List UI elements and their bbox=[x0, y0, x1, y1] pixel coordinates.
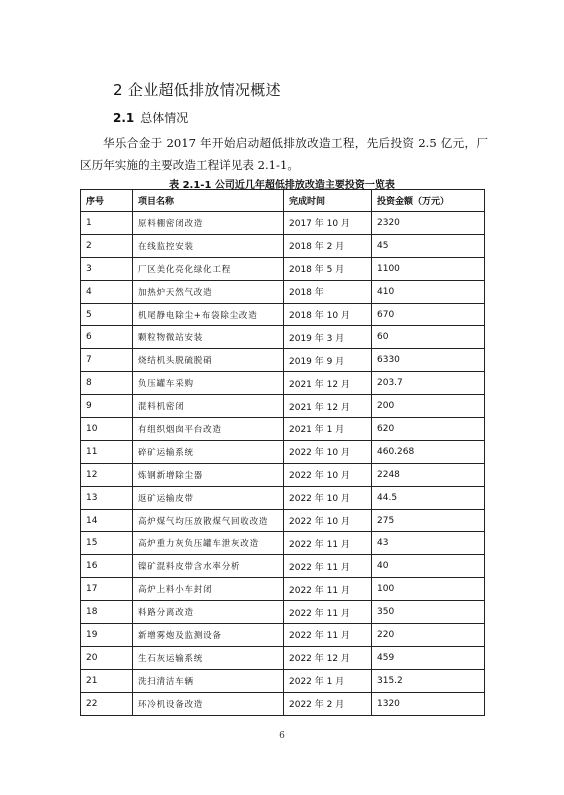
project-name: 料路分离改造 bbox=[133, 601, 284, 624]
row-index: 15 bbox=[81, 532, 133, 555]
completion-date: 2022 年 10 月 bbox=[284, 509, 372, 532]
investment-amount: 45 bbox=[372, 234, 485, 257]
completion-date: 2022 年 11 月 bbox=[284, 532, 372, 555]
row-index: 6 bbox=[81, 326, 133, 349]
table-caption: 表 2.1-1 公司近几年超低排放改造主要投资一览表 bbox=[169, 180, 395, 191]
row-index: 9 bbox=[81, 395, 133, 418]
investment-table bbox=[80, 189, 485, 716]
project-name: 机尾静电除尘+布袋除尘改造 bbox=[133, 303, 284, 326]
row-index: 13 bbox=[81, 486, 133, 509]
table-row bbox=[81, 463, 485, 486]
row-index: 7 bbox=[81, 349, 133, 372]
table-row bbox=[81, 578, 485, 601]
completion-date: 2022 年 11 月 bbox=[284, 601, 372, 624]
investment-amount: 2248 bbox=[372, 463, 485, 486]
column-header-amount: 投资金额（万元） bbox=[372, 190, 485, 212]
row-index: 21 bbox=[81, 669, 133, 692]
project-name: 高炉煤气均压放散煤气回收改造 bbox=[133, 509, 284, 532]
row-index: 5 bbox=[81, 303, 133, 326]
completion-date: 2019 年 9 月 bbox=[284, 349, 372, 372]
investment-amount: 670 bbox=[372, 303, 485, 326]
investment-amount: 460.268 bbox=[372, 440, 485, 463]
table-row bbox=[81, 669, 485, 692]
investment-amount: 200 bbox=[372, 395, 485, 418]
row-index: 16 bbox=[81, 555, 133, 578]
investment-amount: 220 bbox=[372, 624, 485, 647]
project-name: 有组织烟囱平台改造 bbox=[133, 418, 284, 441]
investment-amount: 2320 bbox=[372, 212, 485, 235]
row-index: 20 bbox=[81, 646, 133, 669]
table-row bbox=[81, 440, 485, 463]
project-name: 环冷机设备改造 bbox=[133, 692, 284, 715]
completion-date: 2018 年 2 月 bbox=[284, 234, 372, 257]
project-name: 炼钢新增除尘器 bbox=[133, 463, 284, 486]
project-name: 厂区美化亮化绿化工程 bbox=[133, 257, 284, 280]
completion-date: 2022 年 10 月 bbox=[284, 463, 372, 486]
completion-date: 2022 年 12 月 bbox=[284, 646, 372, 669]
table-header bbox=[81, 190, 485, 212]
subsection-heading bbox=[113, 109, 188, 126]
project-name: 原料棚密闭改造 bbox=[133, 212, 284, 235]
table-row bbox=[81, 509, 485, 532]
table-header-row bbox=[81, 190, 485, 212]
table-row bbox=[81, 280, 485, 303]
completion-date: 2021 年 12 月 bbox=[284, 395, 372, 418]
table-row bbox=[81, 601, 485, 624]
completion-date: 2022 年 2 月 bbox=[284, 692, 372, 715]
row-index: 10 bbox=[81, 418, 133, 441]
row-index: 8 bbox=[81, 372, 133, 395]
investment-amount: 203.7 bbox=[372, 372, 485, 395]
completion-date: 2018 年 bbox=[284, 280, 372, 303]
investment-amount: 459 bbox=[372, 646, 485, 669]
table-row bbox=[81, 303, 485, 326]
completion-date: 2018 年 5 月 bbox=[284, 257, 372, 280]
table-row bbox=[81, 349, 485, 372]
investment-amount: 6330 bbox=[372, 349, 485, 372]
section-heading: 2 企业超低排放情况概述 bbox=[113, 81, 281, 99]
completion-date: 2022 年 11 月 bbox=[284, 555, 372, 578]
row-index: 1 bbox=[81, 212, 133, 235]
completion-date: 2021 年 12 月 bbox=[284, 372, 372, 395]
subsection-number: 2.1 bbox=[113, 111, 135, 125]
investment-amount: 100 bbox=[372, 578, 485, 601]
row-index: 17 bbox=[81, 578, 133, 601]
table-row bbox=[81, 624, 485, 647]
investment-amount: 60 bbox=[372, 326, 485, 349]
table-row bbox=[81, 692, 485, 715]
completion-date: 2019 年 3 月 bbox=[284, 326, 372, 349]
investment-amount: 315.2 bbox=[372, 669, 485, 692]
project-name: 烧结机头脱硫脱硝 bbox=[133, 349, 284, 372]
project-name: 新增雾炮及监测设备 bbox=[133, 624, 284, 647]
table-row bbox=[81, 486, 485, 509]
completion-date: 2022 年 10 月 bbox=[284, 486, 372, 509]
completion-date: 2022 年 1 月 bbox=[284, 669, 372, 692]
investment-amount: 40 bbox=[372, 555, 485, 578]
column-header-project: 项目名称 bbox=[133, 190, 284, 212]
project-name: 碎矿运输系统 bbox=[133, 440, 284, 463]
table-body bbox=[81, 212, 485, 716]
column-header-date: 完成时间 bbox=[284, 190, 372, 212]
row-index: 22 bbox=[81, 692, 133, 715]
row-index: 4 bbox=[81, 280, 133, 303]
row-index: 11 bbox=[81, 440, 133, 463]
project-name: 镍矿混料皮带含水率分析 bbox=[133, 555, 284, 578]
body-paragraph: 华乐合金于 2017 年开始启动超低排放改造工程，先后投资 2.5 亿元，厂区历年实施的主要改造工程详见表 2.1-1。 bbox=[80, 136, 488, 172]
row-index: 14 bbox=[81, 509, 133, 532]
completion-date: 2022 年 11 月 bbox=[284, 624, 372, 647]
row-index: 3 bbox=[81, 257, 133, 280]
subsection-title: 总体情况 bbox=[140, 111, 189, 125]
completion-date: 2022 年 11 月 bbox=[284, 578, 372, 601]
row-index: 19 bbox=[81, 624, 133, 647]
completion-date: 2018 年 10 月 bbox=[284, 303, 372, 326]
table-row bbox=[81, 212, 485, 235]
table-row bbox=[81, 646, 485, 669]
investment-amount: 410 bbox=[372, 280, 485, 303]
project-name: 生石灰运输系统 bbox=[133, 646, 284, 669]
project-name: 负压罐车采购 bbox=[133, 372, 284, 395]
completion-date: 2021 年 1 月 bbox=[284, 418, 372, 441]
row-index: 2 bbox=[81, 234, 133, 257]
completion-date: 2022 年 10 月 bbox=[284, 440, 372, 463]
investment-amount: 1100 bbox=[372, 257, 485, 280]
project-name: 颗粒物微站安装 bbox=[133, 326, 284, 349]
investment-amount: 275 bbox=[372, 509, 485, 532]
project-name: 洗扫清洁车辆 bbox=[133, 669, 284, 692]
project-name: 混料机密闭 bbox=[133, 395, 284, 418]
row-index: 12 bbox=[81, 463, 133, 486]
table-row bbox=[81, 418, 485, 441]
project-name: 加热炉天然气改造 bbox=[133, 280, 284, 303]
table-row bbox=[81, 532, 485, 555]
table-row bbox=[81, 234, 485, 257]
table-row bbox=[81, 555, 485, 578]
column-header-index: 序号 bbox=[81, 190, 133, 212]
investment-amount: 43 bbox=[372, 532, 485, 555]
table-row bbox=[81, 257, 485, 280]
project-name: 高炉上料小车封闭 bbox=[133, 578, 284, 601]
page-number: 6 bbox=[279, 731, 285, 741]
completion-date: 2017 年 10 月 bbox=[284, 212, 372, 235]
project-name: 高炉重力灰负压罐车泄灰改造 bbox=[133, 532, 284, 555]
table-row bbox=[81, 395, 485, 418]
project-name: 返矿运输皮带 bbox=[133, 486, 284, 509]
project-name: 在线监控安装 bbox=[133, 234, 284, 257]
investment-amount: 350 bbox=[372, 601, 485, 624]
investment-amount: 44.5 bbox=[372, 486, 485, 509]
row-index: 18 bbox=[81, 601, 133, 624]
table-row bbox=[81, 372, 485, 395]
table-row bbox=[81, 326, 485, 349]
investment-amount: 1320 bbox=[372, 692, 485, 715]
investment-amount: 620 bbox=[372, 418, 485, 441]
